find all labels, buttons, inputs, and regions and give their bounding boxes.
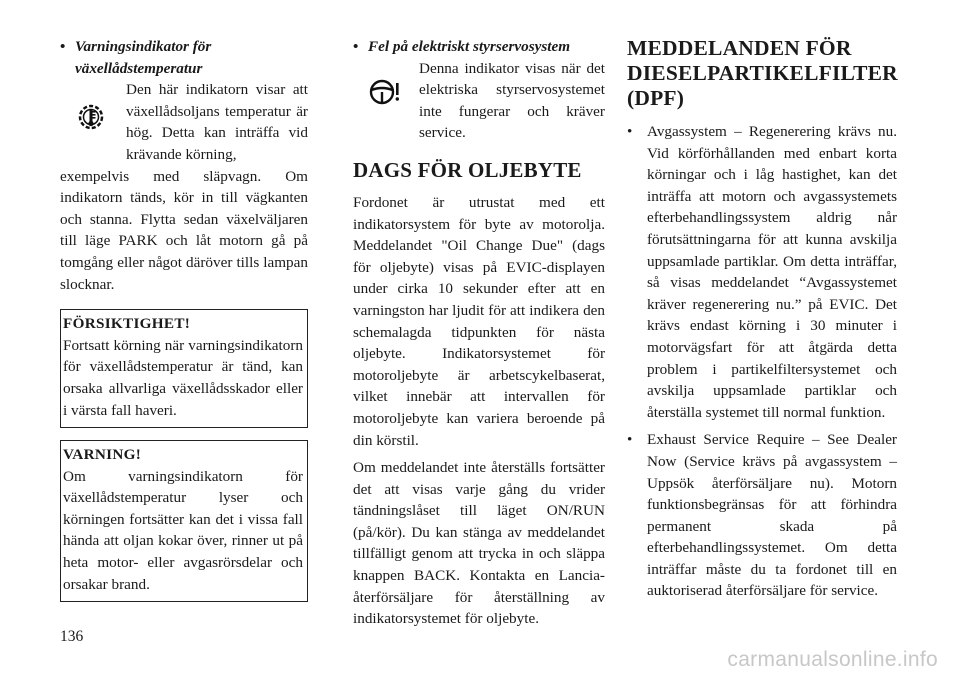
bullet-dot: • (627, 431, 633, 449)
title-line-1: Varningsindikator för (75, 38, 212, 55)
watermark: carmanualsonline.info (727, 648, 938, 671)
dpf-bullet-2-text: Exhaust Service Require – See Dealer Now (Service krävs på avgassystem – Uppsök återförsäljare nu). Motorn funktionsbegränsas för att förhindra permanent skada på efterbehandlingssystemet. Om detta inträffar måste du ta fordonet till en auktoriserad återförsäljare för service. (647, 431, 897, 600)
left-column (60, 36, 308, 602)
caution-text: Fortsatt körning när varningsindikatorn för växellådstemperatur är tänd, kan orsaka allvarliga växellådsskador eller i värsta fall haveri. (63, 336, 303, 419)
transmission-temperature-icon (60, 89, 122, 145)
caution-box (60, 309, 308, 428)
warning-text: Om varningsindikatorn för växellådstemperatur lyser och körningen fortsätter kan det i vissa fall hända att oljan kokar över, rinner ut på heta motor- eller avgasrörsdelar och orsakar brand. (63, 467, 303, 593)
oil-change-para-1: Fordonet är utrustat med ett indikatorsystem för byte av motorolja. Meddelandet "Oil Change Due" (dags för oljebyte) visas på EVIC-displayen under cirka 10 sekunder efter att en varningston har ljudit för att indikera den schemalagda tidpunkten för nästa oljebyte. Indikatorsystemet för motoroljebyte är arbetscykelbaserat, vilket innebär att intervallen för motoroljebyte kan variera beroende på din körstil. (353, 193, 605, 449)
steering-wheel-warning-icon (353, 64, 415, 120)
transmission-temp-section (60, 79, 308, 165)
caution-title: FÖRSIKTIGHET! (63, 315, 191, 333)
power-steering-text: Denna indikator visas när det elektriska styrservosystemet inte fungerar och kräver service. (419, 59, 605, 142)
dpf-bullet-1 (627, 121, 897, 423)
bullet-dot: • (627, 123, 633, 140)
dpf-bullet-1-text: Avgassystem – Regenerering krävs nu. Vid körförhållanden med enbart korta körningar och i låg hastighet, kan det inträffa att motorn och avgassystemets efterbehandlingssystem aldrig når förutsättningarna för att kunna avskilja uppsamlade partiklar. Om detta inträffar, så visas meddelandet “Avgassystemet kräver regenerering nu.” på EVIC. Det krävs endast körning i 30 minuter i motorvägsfart för att åtgärda detta problem i partikelfiltersystemet och avskilja uppsamlade partiklar och återställa systemet till normal funktion. (647, 123, 897, 421)
power-steering-title (353, 36, 605, 58)
transmission-temp-intro: Den här indikatorn visar att växellådsoljans temperatur är hög. Detta kan inträffa vid krävande körning, (126, 81, 308, 163)
bullet-dot: • (353, 38, 359, 55)
oil-change-para-2: Om meddelandet inte återställs fortsätter det att visas varje gång du vrider tändningslåset till läget ON/RUN (på/kör). Du kan stänga av meddelandet tillfälligt genom att trycka in och släppa knappen BACK. Kontakta en Lancia-återförsäljare för återställning av indikatorsystemet för oljebyte. (353, 459, 605, 628)
right-column (627, 36, 897, 608)
warning-box (60, 440, 308, 602)
power-steering-title-text: Fel på elektriskt styrservosystem (368, 38, 571, 55)
power-steering-section (353, 58, 605, 144)
transmission-temp-body: exempelvis med släpvagn. Om indikatorn tänds, kör in till vägkanten och stanna. Flytta sedan växelväljaren till läge PARK och låt motorn gå på tomgång eller något däröver tills lampan slocknar. (60, 167, 308, 293)
bullet-dot: • (60, 38, 66, 55)
warning-title: VARNING! (63, 446, 142, 464)
oil-change-heading: DAGS FÖR OLJEBYTE (353, 157, 582, 182)
dpf-bullet-2 (627, 429, 897, 602)
middle-column (353, 36, 605, 636)
transmission-temp-title (60, 36, 308, 79)
page-number: 136 (60, 628, 84, 645)
title-line-2: växellådstemperatur (75, 59, 203, 77)
dpf-heading: MEDDELANDEN FÖR DIESELPARTIKELFILTER (DPF) (627, 36, 898, 110)
